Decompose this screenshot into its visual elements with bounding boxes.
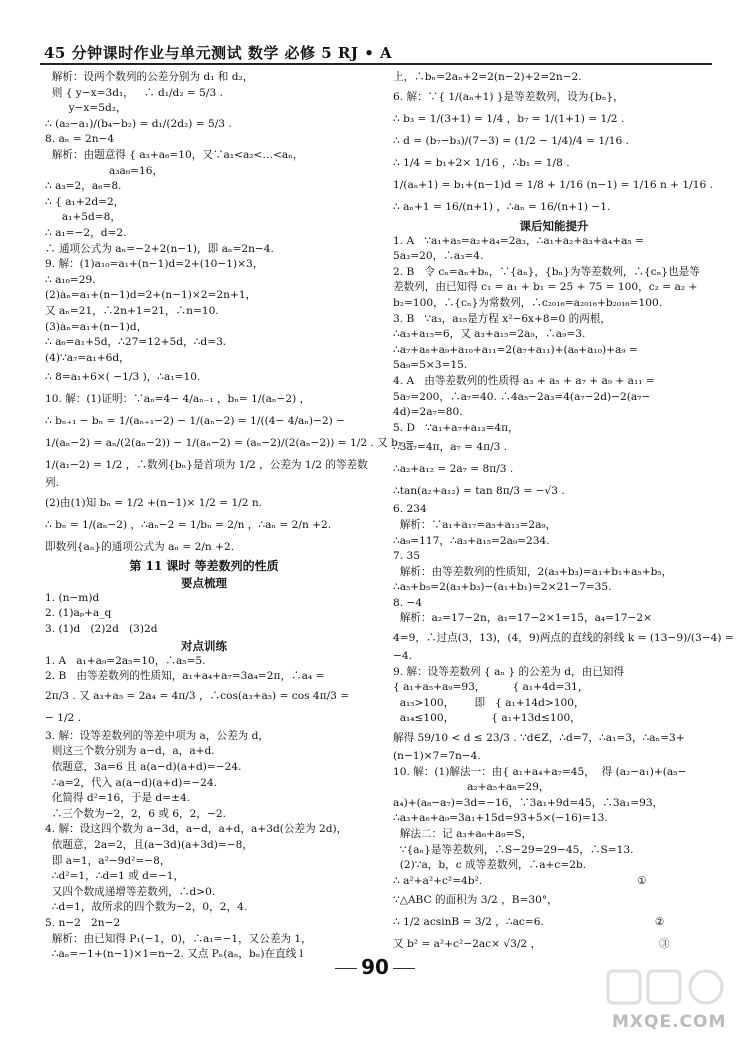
text-line: 5. n−2 2n−2 — [45, 916, 121, 929]
text-line: (2)由(1)知 bₙ = 1/2 +(n−1)× 1/2 = 1/2 n. — [45, 496, 263, 509]
text-line: 2π/3 . 又 a₃+a₅ = 2a₄ = 4π/3 ，∴cos(a₃+a₅) = cos 4π/3 = — [45, 689, 350, 702]
text-line: ∴ 通项公式为 aₙ=−2+2(n−1)，即 aₙ=2n−4. — [45, 242, 274, 255]
text-line: a₁₅>100， 即 { a₁+14d>100， — [393, 696, 585, 709]
text-line: 2. B 令 cₙ=aₙ+bₙ，∵{aₙ}，{bₙ}为等差数列，∴{cₙ}也是等 — [393, 265, 700, 278]
text-line: 1. A ∵a₁+a₅=a₂+a₄=2a₃，∴a₁+a₂+a₃+a₄+a₅ = — [393, 234, 644, 247]
text-line: ∴a₂+a₁₂ = 2a₇ = 8π/3 . — [393, 463, 514, 476]
text-line: 3. 解：设等差数列的等差中项为 a，公差为 d， — [45, 729, 269, 742]
text-line: (2)∵a，b，c 成等差数列，∴a+c=2b. — [393, 859, 587, 872]
text-line: 5a₉=5×3=15. — [393, 359, 468, 372]
text-line: a₁+5d=8， — [45, 211, 122, 224]
right-column — [393, 70, 734, 955]
text-line: ∴tan(a₂+a₁₂) = tan 8π/3 = −√3 . — [393, 485, 565, 498]
header-rule — [40, 63, 712, 65]
text-line: ∴ { a₁+2d=2， — [45, 195, 125, 208]
text-line: ∴a₉=117，∴a₃+a₁₅=2a₉=234. — [393, 534, 550, 547]
text-line: ∴ aₙ+1 = 16/(n+1) ，∴aₙ = 16/(n+1) −1. — [393, 200, 611, 213]
text-line: 解析：a₂=17−2n，a₁=17−2×1=15，a₄=17−2× — [393, 612, 652, 625]
text-line: ∵△ABC 的面积为 3/2 ，B=30°， — [393, 894, 558, 907]
text-line: ∴ 1/2 acsinB = 3/2 ，∴ac=6. ② — [393, 916, 665, 929]
text-line: 5. D ∵a₁+a₇+a₁₃=4π， — [393, 421, 519, 434]
text-line: ∴ b₃ = 1/(3+1) = 1/4 ，b₇ = 1/(1+1) = 1/2 . — [393, 112, 625, 125]
text-line: ∴ 1/4 = b₁+2× 1/16 ，∴b₁ = 1/8 . — [393, 156, 570, 169]
text-line: ∴a₇+a₈+a₉+a₁₀+a₁₁=2(a₇+a₁₁)+(a₈+a₁₀)+a₉ = — [393, 343, 638, 356]
subsection-title: 要点梳理 — [181, 575, 227, 590]
text-line: ∴ bₙ₊₁ − bₙ = 1/(aₙ₊₁−2) − 1/(aₙ−2) = 1/((4− 4/aₙ)−2) − — [45, 415, 346, 428]
text-line: 8. −4 — [393, 596, 423, 609]
text-line: 3. B ∵a₃，a₁₅是方程 x²−6x+8=0 的两根， — [393, 312, 612, 325]
text-line: − 1/2 . — [45, 711, 82, 724]
text-line: 1. A a₁+a₉=2a₅=10，∴a₅=5. — [45, 654, 206, 667]
text-line: 1/(aₙ+1) = b₁+(n−1)d = 1/8 + 1/16 (n−1) = 1/16 n + 1/16 . — [393, 178, 713, 191]
watermark-text: MXQE.COM — [612, 1012, 727, 1032]
text-line: 7. 35 — [393, 550, 420, 563]
page-number: 90 — [361, 955, 389, 979]
text-line: 依题意，3a=6 且 a(a−d)(a+d)=−24. — [45, 761, 242, 774]
text-line: 9. 解：设等差数列 { aₙ } 的公差为 d，由已知得 — [393, 665, 624, 678]
page-header: 45 分钟课时作业与单元测试 数学 必修 5 RJ • A — [44, 44, 393, 62]
text-line: ∴ (a₂−a₁)/(b₄−b₂) = d₁/(2d₂) = 5/3 . — [45, 117, 232, 130]
text-line: ∴ a₆=a₁+5d，∴27=12+5d，∴d=3. — [45, 336, 227, 349]
text-line: 6. 234 — [393, 503, 427, 516]
text-line: ∴ a₃=2，a₆=8. — [45, 180, 122, 193]
text-line: 4. 解：设这四个数为 a−3d，a−d，a+d，a+3d(公差为 2d)， — [45, 823, 348, 836]
text-line: 10. 解：(1)解法一：由{ a₁+a₄+a₇=45， 得 (a₂−a₁)+(a₅− — [393, 765, 687, 778]
subsection-title: 课后知能提升 — [519, 218, 589, 233]
text-line: 6. 解：∵{ 1/(aₙ+1) }是等差数列，设为{bₙ}， — [393, 90, 624, 103]
text-line: 4. A 由等差数列的性质得 a₃ + a₅ + a₇ + a₉ + a₁₁ = — [393, 374, 655, 387]
text-line: 10. 解：(1)证明：∵aₙ=4− 4/aₙ₋₁ ，bₙ= 1/(aₙ−2) ， — [45, 393, 311, 406]
text-line: ∴ a₁=−2，d=2. — [45, 226, 127, 239]
text-line: 1. (n−m)d — [45, 591, 100, 604]
text-line: ∴ bₙ = 1/(aₙ−2) ，∴aₙ−2 = 1/bₙ = 2/n ，∴aₙ = 2/n +2. — [45, 518, 332, 531]
text-line: a₃a₆=16， — [45, 164, 164, 177]
text-line: ∴ d = (b₇−b₃)/(7−3) = (1/2 − 1/4)/4 = 1/16 . — [393, 134, 629, 147]
text-line: a₂+a₅+a₈=29， — [393, 781, 550, 794]
text-line: a₄)+(a₈−a₇)=3d=−16，∵3a₁+9d=45，∴3a₁=93， — [393, 796, 664, 809]
text-line: 1/(aₙ−2) = aₙ/(2(aₙ−2)) − 1/(aₙ−2) = (aₙ−2)/(2(aₙ−2)) = 1/2 . 又 b₁ = — [45, 437, 415, 450]
text-line: 4=9，∴过点(3，13)，(4，9)两点的直线的斜线 k = (13−9)/(3−4) = — [393, 632, 734, 645]
text-line: 解析：∵a₁+a₁₇=a₅+a₁₃=2a₉， — [393, 518, 557, 531]
text-line: b₂=100，∴{cₙ}为常数列，∴c₂₀₁₆=a₂₀₁₆+b₂₀₁₆=100. — [393, 296, 663, 309]
text-line: ∴a=2，代入 a(a−d)(a+d)=−24. — [45, 776, 217, 789]
text-line: 上，∴bₙ=2aₙ+2=2(n−2)+2=2n−2. — [393, 71, 582, 83]
text-line: 解析：由等差数列的性质知，2(a₃+b₃)=a₁+b₁+a₅+b₅， — [393, 565, 673, 578]
text-line: 则 { y−x=3d₁， ∴ d₁/d₂ = 5/3 . — [45, 86, 223, 99]
text-line: 解析：设两个数列的公差分别为 d₁ 和 d₂， — [45, 71, 254, 83]
text-line: 9. 解：(1)a₁₀=a₁+(n−1)d=2+(10−1)×3， — [45, 258, 264, 271]
text-line: a₁₄≤100， { a₁+13d≤100， — [393, 712, 581, 725]
text-line: 差数列，由已知得 c₁ = a₁ + b₁ = 25 + 75 = 100，c₂ = a₂ + — [393, 281, 698, 294]
text-line: 2. (1)aₚ+a_q — [45, 607, 112, 620]
footer-dash-left — [335, 968, 357, 969]
footer-dash-right — [393, 968, 415, 969]
text-line: 解析：由已知得 P₁(−1，0)，∴a₁=−1，又公差为 1， — [45, 932, 312, 945]
text-line: (4)∵a₇=a₁+6d， — [45, 351, 130, 364]
text-line: 又 aₙ=21，∴2n+1=21，∴n=10. — [45, 304, 219, 317]
text-line: ∴三个数为−2，2，6 或 6，2，−2. — [45, 807, 226, 820]
text-line: ∵{aₙ}是等差数列，∴S−29=29−45，∴S=13. — [393, 843, 634, 856]
text-line: ∴d=1，故所求的四个数为−2，0，2，4. — [45, 901, 248, 914]
text-line: ∴ 8=a₁+6×( −1/3 )，∴a₁=10. — [45, 371, 201, 384]
text-line: ∴ a²+a²+c²=4b². ① — [393, 874, 647, 887]
text-line: ∴a₃+a₁₅=6，又 a₃+a₁₅=2a₉，∴a₉=3. — [393, 328, 586, 341]
section-title: 第 11 课时 等差数列的性质 — [129, 558, 279, 573]
text-line: 依题意，2a=2，且(a−3d)(a+3d)=−8， — [45, 839, 254, 851]
text-line: 5a₃=20，∴a₃=4. — [393, 250, 484, 263]
text-line: 又 b² = a²+c²−2ac× √3/2 ， ③ — [393, 938, 670, 951]
text-line: (2)aₙ=a₁+(n−1)d=2+(n−1)×2=2n+1， — [45, 289, 257, 302]
text-line: ∴a₅+b₅=2(a₃+b₃)−(a₁+b₁)=2×21−7=35. — [393, 581, 612, 594]
text-line: { a₁+a₅+a₉=93， { a₁+4d=31， — [393, 681, 589, 694]
text-line: 1/(a₁−2) = 1/2 ，∴数列{bₙ}是首项为 1/2 ，公差为 1/2 的等差数 — [45, 459, 368, 472]
text-line: 解得 59/10 < d ≤ 23/3 . ∵d∈Z，∴d=7，∴a₁=3，∴aₙ=3+ — [393, 732, 685, 745]
text-line: ∴a₃+a₆+a₉=3a₁+15d=93+5×(−16)=13. — [393, 812, 608, 825]
text-line: 8. aₙ = 2n−4 — [45, 133, 115, 146]
text-line: ∴ a₁₀=29. — [45, 273, 96, 286]
text-line: 5a₇=200，∴a₇=40. ∴4a₅−2a₃=4(a₇−2d)−2(a₇− — [393, 390, 651, 403]
text-line: ∴3a₇=4π，a₇ = 4π/3 . — [393, 441, 508, 454]
text-line: ∴aₙ=−1+(n−1)×1=n−2. 又点 Pₙ(aₙ，bₙ)在直线 l — [45, 948, 304, 961]
text-line: 则这三个数分别为 a−d，a，a+d. — [45, 745, 215, 758]
text-line: 3. (1)d (2)2d (3)2d — [45, 623, 158, 636]
text-line: 即 a=1，a²−9d²=−8， — [45, 854, 171, 867]
page-number-footer — [330, 955, 420, 979]
text-line: 4d)=2a₇=80. — [393, 406, 463, 419]
text-line: 解析：由题意得 { a₃+a₆=10，又∵a₁<a₂<…<aₙ， — [45, 148, 304, 161]
text-line: 即数列{aₙ}的通项公式为 aₙ = 2/n +2. — [45, 540, 235, 553]
text-line: 2. B 由等差数列的性质知，a₁+a₄+a₇=3a₄=2π，∴a₄ = — [45, 670, 325, 683]
text-line: 列. — [45, 477, 59, 490]
text-line: 又四个数成递增等差数列，∴d>0. — [45, 885, 216, 898]
text-line: y−x=5d₂， — [45, 102, 127, 115]
subsection-title: 对点训练 — [181, 638, 227, 653]
text-line: 化简得 d²=16，于是 d=±4. — [45, 792, 191, 805]
text-line: ∴d²=1，∴d=1 或 d=−1， — [45, 870, 185, 883]
text-line: −4. — [393, 650, 412, 663]
text-line: 解法二：记 a₃+a₆+a₉=S， — [393, 828, 533, 840]
text-line: (n−1)×7=7n−4. — [393, 750, 481, 763]
text-line: (3)aₙ=a₁+(n−1)d， — [45, 320, 148, 333]
